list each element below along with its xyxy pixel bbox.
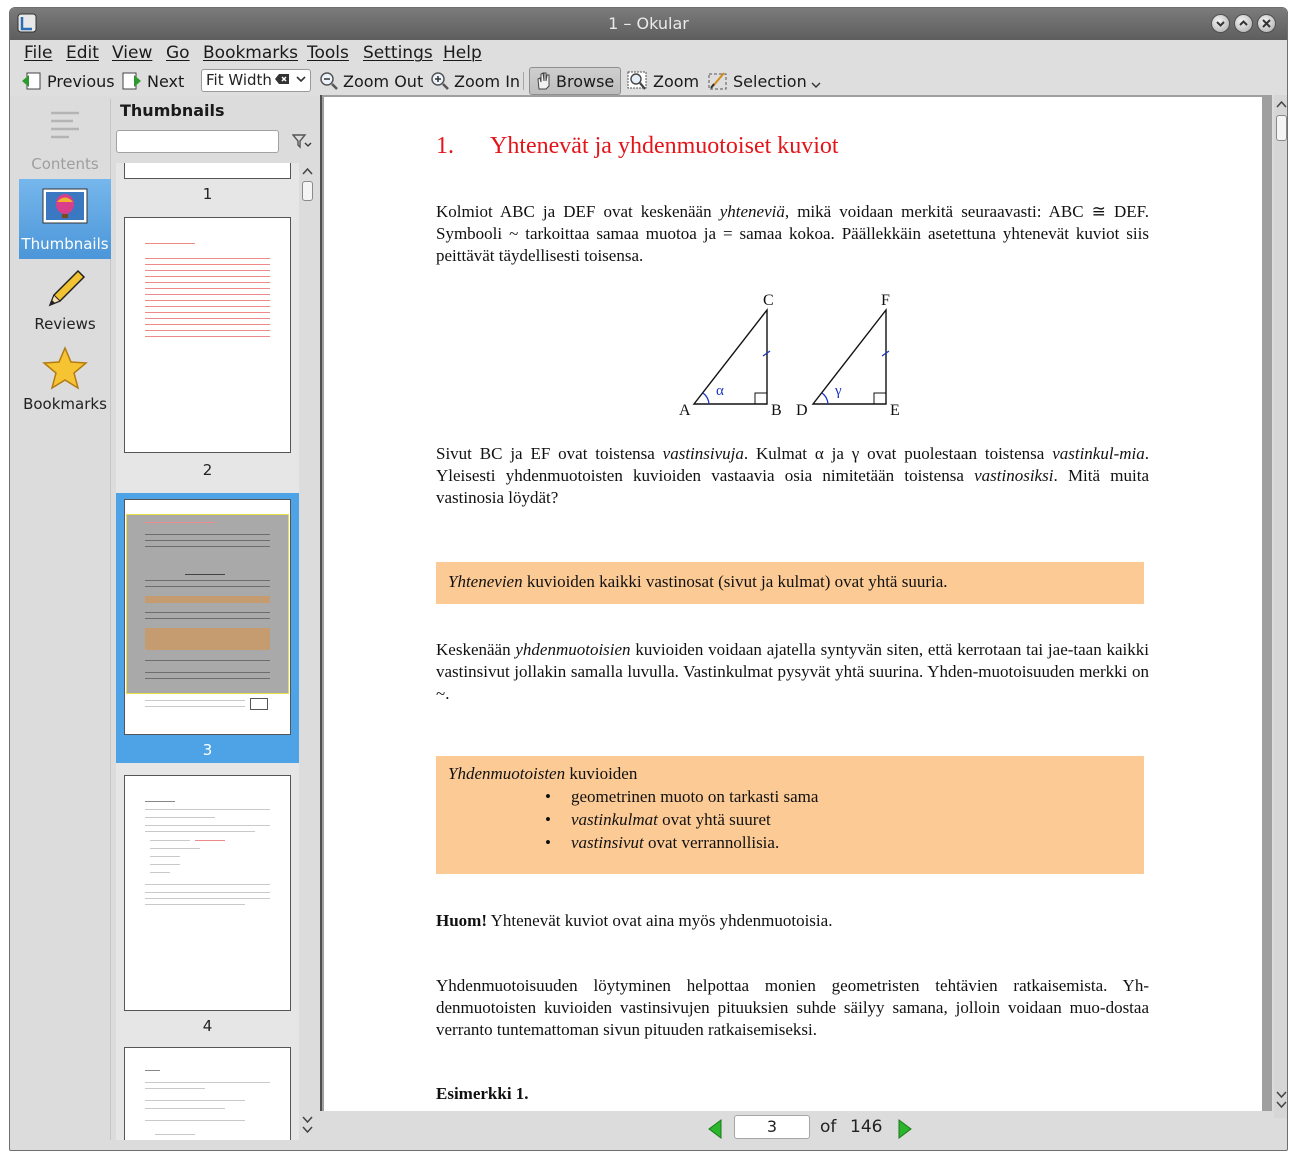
- selection-label: Selection: [733, 71, 807, 91]
- page-number: 1: [202, 185, 213, 203]
- vertex-b: B: [771, 402, 782, 419]
- side-navigation: [19, 99, 111, 1140]
- sidebar-item-contents[interactable]: [19, 99, 111, 179]
- scroll-down-icon[interactable]: [301, 1113, 314, 1137]
- bookmarks-label: Bookmarks: [23, 395, 107, 413]
- page-previous-icon: [21, 71, 43, 91]
- menu-bar: [10, 40, 1287, 66]
- next-label: Next: [147, 71, 185, 91]
- example-heading: Esimerkki 1.: [436, 1084, 529, 1103]
- zoom-tool-label: Zoom: [653, 71, 700, 91]
- previous-button[interactable]: [21, 68, 115, 94]
- contents-icon: [47, 105, 83, 145]
- zoom-mode-select[interactable]: [201, 69, 311, 92]
- paragraph-3: Keskenään yhdenmuotoisien kuvioiden voidaan ajatella syntyvän siten, että kerrotaan tai jae-taan kaikki vastinsivut jollakin samalla luvulla. Vastinkulmat pysyvät yhtä suurina. Yhden-muotoisuuden merkki on ~.: [436, 640, 1149, 703]
- filter-icon[interactable]: [292, 133, 312, 151]
- heading-text: Yhtenevät ja yhdenmuotoiset kuviot: [490, 133, 839, 159]
- chevron-up-icon: [1238, 18, 1249, 29]
- highlight-box-1: Yhtenevien kuvioiden kaikki vastinosat (sivut ja kulmat) ovat yhtä suuria.: [436, 562, 1144, 604]
- zoom-mode-value: Fit Width: [206, 71, 272, 89]
- thumbnails-title: Thumbnails: [120, 101, 225, 120]
- sidebar-item-thumbnails[interactable]: [19, 179, 111, 259]
- total-pages-label: 146: [850, 1117, 883, 1137]
- minimize-button[interactable]: [1211, 14, 1230, 33]
- zoom-tool-button[interactable]: [627, 68, 699, 94]
- page-number: 2: [202, 461, 213, 479]
- menu-bookmarks[interactable]: Bookmarks: [203, 43, 298, 63]
- chevron-down-icon: [1215, 18, 1226, 29]
- vertex-e: E: [890, 402, 900, 419]
- page-next-icon: [121, 71, 143, 91]
- menu-help[interactable]: Help: [443, 43, 482, 63]
- document-page: [324, 97, 1262, 1111]
- properties-list: [448, 785, 1132, 854]
- thumbnail-page-1[interactable]: [116, 163, 299, 213]
- scroll-thumb[interactable]: [302, 181, 313, 201]
- selection-tool-button[interactable]: [707, 68, 825, 94]
- note-paragraph: Huom! Yhtenevät kuviot ovat aina myös yhdenmuotoisia.: [436, 911, 833, 930]
- vertex-a: A: [679, 402, 691, 419]
- vertex-c: C: [763, 292, 774, 309]
- triangles-figure: [679, 287, 919, 422]
- document-scrollbar[interactable]: [1274, 95, 1288, 1118]
- thumbnail-page-5[interactable]: [116, 1045, 299, 1140]
- chevron-down-icon: [296, 74, 306, 84]
- menu-view[interactable]: View: [112, 43, 153, 63]
- heading-number: 1.: [436, 133, 454, 159]
- alpha-label: α: [716, 383, 724, 399]
- chevron-down-icon[interactable]: [811, 80, 821, 90]
- next-page-arrow-icon[interactable]: [897, 1119, 913, 1139]
- page-preview: [124, 775, 291, 1011]
- pencil-icon: [42, 265, 88, 311]
- sidebar-item-reviews[interactable]: [19, 259, 111, 339]
- browse-label: Browse: [556, 71, 615, 91]
- menu-tools[interactable]: Tools: [307, 43, 349, 63]
- highlight-box-2: Yhdenmuotoisten kuvioiden • geometrinen muoto on tarkasti sama • vastinkulmat ovat yhtä suuret • vastinsivut ovat verrannollisia.: [436, 756, 1144, 874]
- vertex-f: F: [881, 292, 890, 309]
- sidebar-item-bookmarks[interactable]: [19, 339, 111, 419]
- page-navigation-bar: [320, 1111, 1272, 1149]
- hand-icon: [534, 71, 552, 91]
- page-number: 4: [202, 1017, 213, 1035]
- zoom-in-icon: [430, 71, 450, 91]
- page-of-label: of: [820, 1117, 837, 1137]
- paragraph-4: Yhdenmuotoisuuden löytyminen helpottaa monien geometristen tehtävien ratkaisemista. Yh-denmuotoisten kuvioiden vastinsivujen pituuksien suhde säilyy samana, jolloin voidaan muo-dostaa verranto tuntemattoman sivun pituuden ratkaisemiseksi.: [436, 976, 1149, 1039]
- zoom-in-button[interactable]: [430, 68, 520, 94]
- close-button[interactable]: [1257, 14, 1276, 33]
- paragraph-2: Sivut BC ja EF ovat toistensa vastinsivuja. Kulmat α ja γ ovat puolestaan toistensa vastinkul-mia. Yleisesti yhdenmuotoisten kuvioiden vastaavia osia nimitetään toistensa vastinosiksi. Mitä muita vastinosia löydät?: [436, 444, 1149, 507]
- maximize-button[interactable]: [1234, 14, 1253, 33]
- selection-icon: [707, 71, 729, 91]
- close-icon: [1261, 18, 1272, 29]
- paragraph-1: Kolmiot ABC ja DEF ovat keskenään yhteneviä, mikä voidaan merkitä seuraavasti: ABC ≅ DEF. Symbooli ~ tarkoittaa samaa muotoa ja = samaa kokoa. Päällekkäin asetettuna yhtenevät kuviot siis peittävät täydellisesti toisensa.: [436, 202, 1149, 265]
- thumbnail-page-3[interactable]: [116, 493, 299, 763]
- vertex-d: D: [796, 402, 808, 419]
- document-viewport[interactable]: [320, 95, 1272, 1111]
- clear-icon[interactable]: [274, 72, 290, 86]
- gamma-label: γ: [835, 383, 842, 399]
- thumbnails-panel: [116, 99, 314, 1140]
- section-heading: [436, 133, 839, 160]
- menu-settings[interactable]: Settings: [363, 43, 433, 63]
- toolbar-separator: [523, 72, 524, 90]
- list-item: • vastinkulmat ovat yhtä suuret: [448, 808, 1132, 831]
- title-bar[interactable]: [10, 8, 1287, 40]
- zoom-out-button[interactable]: [319, 68, 423, 94]
- scroll-up-icon[interactable]: [1274, 99, 1288, 111]
- zoom-in-label: Zoom In: [454, 71, 521, 91]
- reviews-label: Reviews: [34, 315, 96, 333]
- scroll-up-icon[interactable]: [301, 166, 314, 178]
- thumbnails-label: Thumbnails: [21, 235, 109, 253]
- zoom-tool-icon: [627, 71, 649, 91]
- thumbnail-page-2[interactable]: [116, 215, 299, 485]
- menu-edit[interactable]: Edit: [66, 43, 99, 63]
- browse-tool-label-group[interactable]: [534, 68, 614, 94]
- thumbnail-search-input[interactable]: [116, 130, 279, 153]
- menu-file[interactable]: File: [24, 43, 53, 63]
- window-title: 1 – Okular: [608, 14, 689, 33]
- thumbnails-icon: [41, 185, 89, 227]
- previous-label: Previous: [47, 71, 115, 91]
- zoom-out-label: Zoom Out: [343, 71, 424, 91]
- list-item: • vastinsivut ovat verrannollisia.: [448, 831, 1132, 854]
- page-preview: [124, 1047, 291, 1140]
- thumbnail-list[interactable]: [116, 163, 299, 1140]
- main-toolbar: [10, 66, 1287, 96]
- okular-window: [9, 7, 1288, 1151]
- page-number: 3: [202, 741, 213, 759]
- page-preview: [124, 499, 291, 735]
- page-preview: [124, 163, 291, 179]
- page-preview: [124, 217, 291, 453]
- menu-go[interactable]: Go: [166, 43, 190, 63]
- thumbnail-page-4[interactable]: [116, 769, 299, 1039]
- star-icon: [41, 345, 89, 391]
- list-item: • geometrinen muoto on tarkasti sama: [448, 785, 1132, 808]
- zoom-out-icon: [319, 71, 339, 91]
- next-button[interactable]: [121, 68, 184, 94]
- scroll-thumb[interactable]: [1276, 115, 1287, 141]
- previous-page-arrow-icon[interactable]: [707, 1119, 723, 1139]
- current-page-input[interactable]: 3: [734, 1115, 810, 1139]
- thumbnail-scrollbar[interactable]: [301, 163, 314, 1140]
- contents-label: Contents: [31, 155, 99, 173]
- scroll-down-icon[interactable]: [1274, 1088, 1288, 1112]
